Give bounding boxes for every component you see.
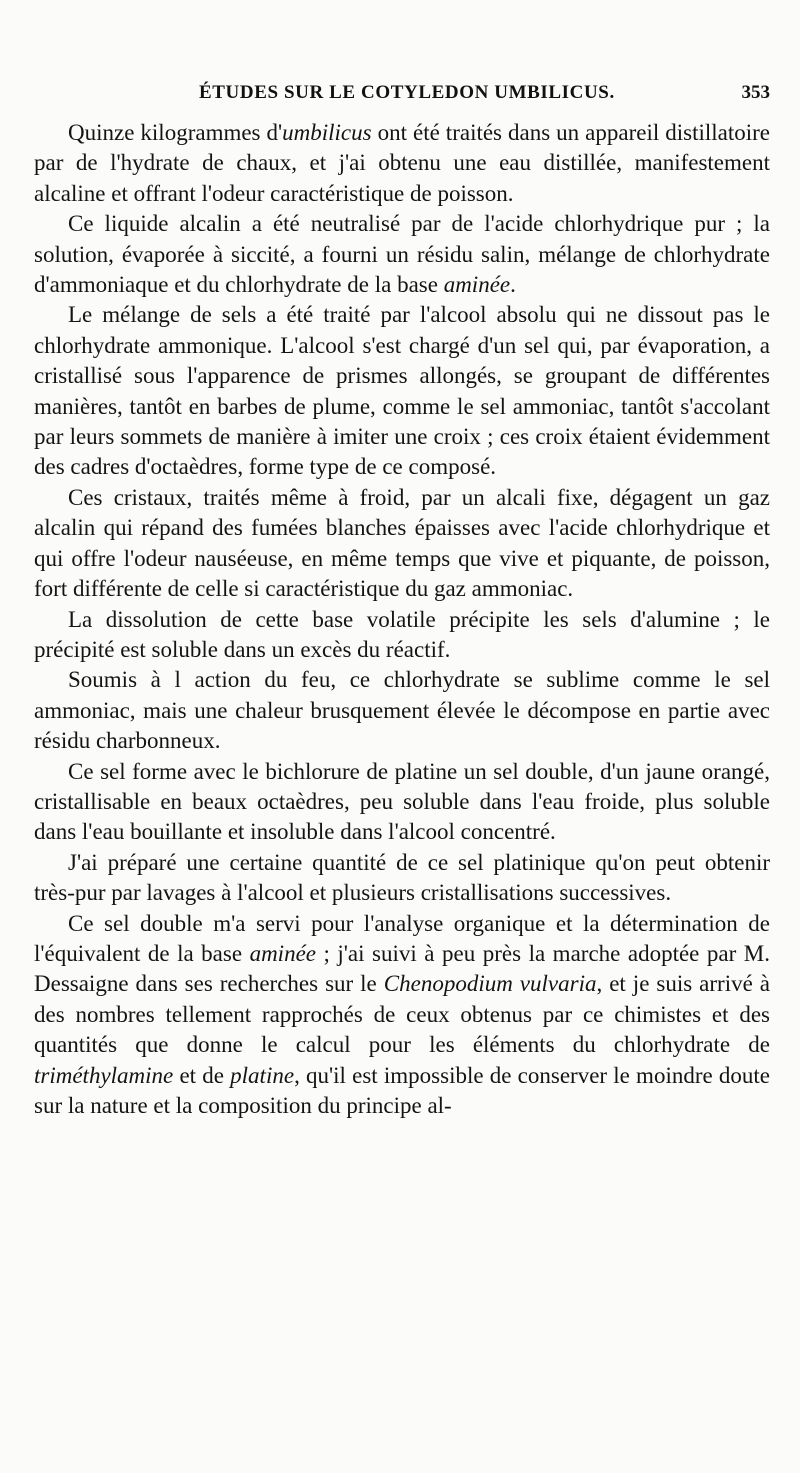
paragraph	[34, 483, 770, 605]
italic-text: platine	[230, 1062, 295, 1088]
text-run: Le mélange de sels a été traité par l'alcool absolu qui ne dissout pas le chlorhydrate ammonique. L'alcool s'est chargé d'un sel qui, par évaporation, a cristallisé sous l'apparence de prismes allongés, se groupant de différentes manières, tantôt en barbes de plume, comme le sel ammoniac, tantôt s'accolant par leurs sommets de manière à imiter une croix ; ces croix étaient évidemment des cadres d'octaèdres, forme type de ce composé.	[34, 302, 770, 480]
text-run: Ce liquide alcalin a été neutralisé par de l'acide chlorhydrique pur ; la solution, évaporée à siccité, a fourni un résidu salin, mélange de chlorhydrate d'ammoniaque et du chlorhydrate de la base	[34, 211, 770, 298]
paragraph	[34, 300, 770, 482]
text-run: ont été traités dans un appareil distillatoire par de l'hydrate de chaux, et j'ai obtenu une eau distillée, manifestement alcaline et offrant l'odeur caractéristique de poisson.	[34, 120, 770, 206]
paragraph	[34, 848, 770, 909]
paragraph	[34, 909, 770, 1122]
text-run: Ces cristaux, traités même à froid, par un alcali fixe, dégagent un gaz alcalin qui répand des fumées blanches épaisses avec l'acide chlorhydrique et qui offre l'odeur nauséeuse, en même temps que vive et piquante, de poisson, fort différente de celle si caractéristique du gaz ammoniac.	[34, 484, 770, 602]
text-run: Quinze kilogrammes d'	[68, 120, 283, 145]
text-run: ; j'ai suivi à peu près la marche adoptée par M. Dessaigne dans ses recherches sur le	[34, 940, 770, 997]
page-header	[34, 82, 770, 112]
paragraph	[34, 757, 770, 848]
text-run: et de	[173, 1062, 231, 1088]
paragraph	[34, 209, 770, 300]
text-run: J'ai préparé une certaine quantité de ce sel platinique qu'on peut obtenir très-pur par lavages à l'alcool et plusieurs cristallisations successives.	[34, 849, 770, 906]
text-run: Ce sel double m'a servi pour l'analyse organique et la détermination de l'équivalent de la base	[34, 910, 770, 966]
body-text	[34, 118, 770, 1121]
paragraph	[34, 118, 770, 209]
running-title: ÉTUDES SUR LE COTYLEDON UMBILICUS.	[199, 82, 615, 103]
text-run: , et je suis arrivé à des nombres tellement rapprochés de ceux obtenus par ce chimistes et des quantités que donne le calcul pour les éléments du chlorhydrate de	[34, 971, 770, 1058]
text-run: Ce sel forme avec le bichlorure de platine un sel double, d'un jaune orangé, cristallisable en beaux octaèdres, peu soluble dans l'eau froide, plus soluble dans l'eau bouillante et insoluble dans l'alcool concentré.	[34, 758, 770, 845]
paragraph	[34, 605, 770, 666]
text-run: La dissolution de cette base volatile précipite les sels d'alumine ; le précipité est soluble dans un excès du réactif.	[34, 606, 770, 662]
italic-text: aminée	[249, 940, 316, 966]
italic-text: umbilicus	[282, 120, 372, 145]
text-run: .	[510, 272, 516, 298]
page-number: 353	[741, 82, 770, 103]
italic-text: aminée	[443, 272, 511, 298]
text-run: , qu'il est impossible de conserver le moindre doute sur la nature et la composition du principe al-	[34, 1062, 771, 1118]
italic-text: triméthylamine	[34, 1062, 174, 1088]
text-run: Soumis à l action du feu, ce chlorhydrate se sublime comme le sel ammoniac, mais une chaleur brusquement élevée le décompose en partie avec résidu charbonneux.	[34, 667, 770, 754]
italic-text: Chenopodium vulvaria	[383, 971, 597, 997]
paragraph	[34, 665, 770, 756]
